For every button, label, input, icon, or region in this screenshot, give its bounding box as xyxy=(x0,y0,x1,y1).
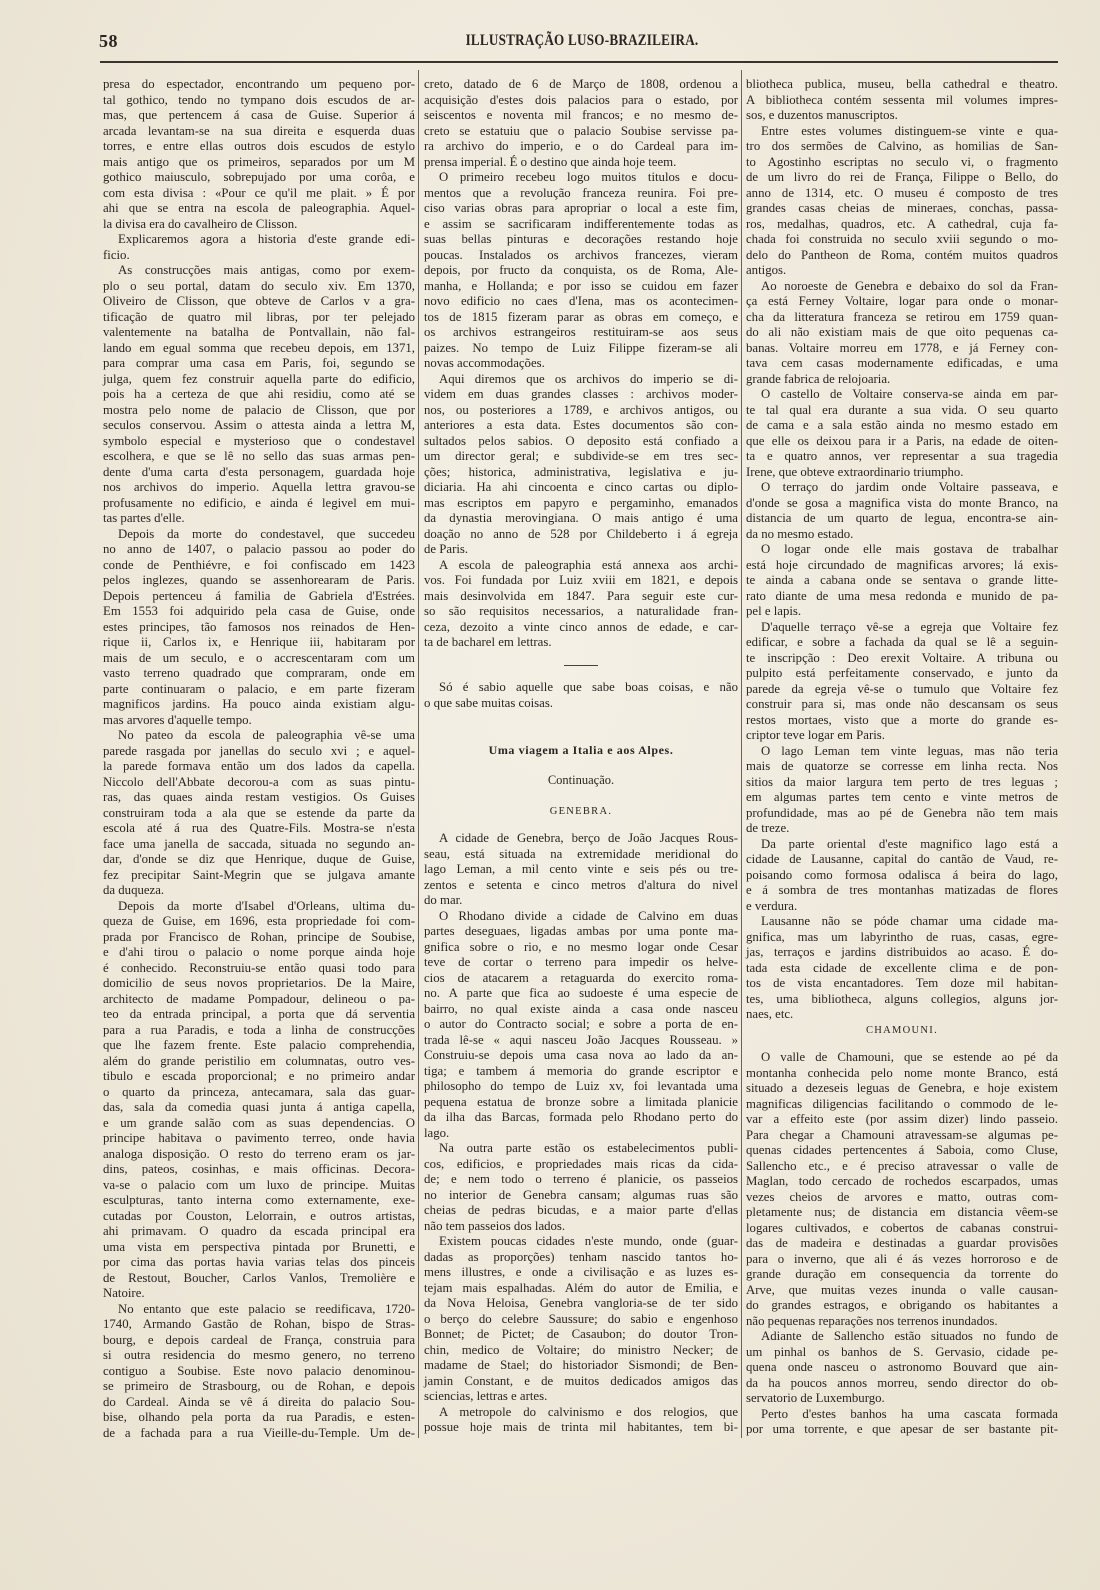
text-line: te inscripção : Deo erexit Voltaire. A tribuna ou xyxy=(746,650,1058,665)
text-line: um director geral; e subdivide-se em tres sec- xyxy=(424,449,738,463)
text-line: um pinhal os banhos de S. Gervasio, cidade pe- xyxy=(746,1344,1058,1359)
text-line: ahi que se entra na escola de paleographia. Aquel- xyxy=(103,201,415,215)
text-line: bairro, no qual existe ainda a casa onde nasceu xyxy=(424,1001,738,1016)
text-line: nos archivos do imperio. Aquella lettra gravou-se xyxy=(103,480,415,494)
text-line: Para chegar a Chamouni atravessam-se algumas pe- xyxy=(746,1127,1058,1142)
text-line: no anno de 1407, o palacio passou ao poder do xyxy=(103,542,415,556)
text-line: chada foi construida no seculo xviii segundo o mo- xyxy=(746,232,1058,246)
text-line: que elle os deixou para ir a Paris, na edade de oiten- xyxy=(746,433,1058,448)
text-line: o que sabe muitas coisas. xyxy=(424,695,554,710)
text-line: presa do espectador, encontrando um pequeno por- xyxy=(103,77,415,91)
text-line: banas. Voltaire morreu em 1778, e já Ferney con- xyxy=(746,340,1058,355)
text-line: mostra pelo nome de palacio de Clisson, que por xyxy=(103,402,415,417)
text-line: fez precipitar Saint-Megrin que se julgava amante xyxy=(103,867,415,882)
text-line: de cama e a sala estão ainda no mesmo estado em xyxy=(746,418,1058,432)
text-line: cidade de Lausanne, capital do cantão de Vaud, re- xyxy=(746,852,1058,866)
text-line: quenas cidades pertencentes á Saboia, como Cluse, xyxy=(746,1143,1058,1157)
text-line: construir para si, mas onde não descansam os seus xyxy=(746,697,1058,711)
text-line: A cidade de Genebra, berço de João Jacques Rous- xyxy=(439,831,738,845)
text-line: arcada levantam-se na sua direita e esquerda duas xyxy=(103,123,415,138)
text-line: As construcções mais antigas, como por exem- xyxy=(118,263,415,277)
text-line: principe habitava o pavimento terreo, onde havia xyxy=(103,1131,415,1145)
text-line: Lausanne não se póde chamar uma cidade ma- xyxy=(761,914,1058,928)
text-line: Ao noroeste de Genebra e debaixo do sol da Fran- xyxy=(761,278,1058,293)
text-line: acquisição d'estes dois palacios para o estado, por xyxy=(424,92,738,107)
text-line: creto se estatuiu que o palacio Soubise servisse pa- xyxy=(424,123,738,138)
text-line: mas, que pertencem á casa de Guise. Superior á xyxy=(103,108,415,122)
text-line: grande fabrica de relojoaria. xyxy=(746,371,891,386)
text-line: seculos conservou. Assim o attesta ainda a lettra M, xyxy=(103,418,415,432)
text-line: si outra residencia do mesmo genero, no terreno xyxy=(103,1348,415,1362)
text-line: em algumas partes tem cento e vinte metros de xyxy=(746,790,1058,804)
text-line: teo da entrada principal, a porta que dá serventia xyxy=(103,1007,415,1021)
text-line: prensa imperial. É o destino que ainda hoje teem. xyxy=(424,154,677,169)
text-line: ça está Ferney Voltaire, logar para onde o monar- xyxy=(746,294,1058,308)
text-line: no. A parte que fica ao sudoeste é uma especie de xyxy=(424,986,738,1000)
text-line: tificação de quatro mil libras, por ter pelejado xyxy=(103,309,415,324)
text-line: la parede formava então um dos lados da capella. xyxy=(103,759,415,773)
article-title: Uma viagem a Italia e aos Alpes. xyxy=(488,742,674,757)
text-line: valentemente na batalha de Pontvallain, não fal- xyxy=(103,325,415,339)
text-line: A bibliotheca contém sessenta mil volumes impres- xyxy=(746,92,1058,107)
text-line: creto, datado de 6 de Março de 1808, ordenou a xyxy=(424,77,738,91)
text-line: mas escriptos em papyro e pergaminho, emanados xyxy=(424,495,738,510)
text-line: Arve, que muitas vezes inunda o valle causan- xyxy=(746,1282,1058,1297)
text-line: quena onde nasceu o astronomo Bouvard que ain- xyxy=(746,1360,1058,1374)
text-line: jas, terraços e jardins distribuidos ao acaso. É do- xyxy=(746,945,1058,959)
text-line: vezes cheios de arvores e matto, outras com- xyxy=(746,1189,1058,1204)
text-line: anteriores a esta data. Estes documentos são con- xyxy=(424,418,738,432)
text-line: Na outra parte estão os estabelecimentos publi- xyxy=(439,1141,738,1155)
text-line: madame de Stael; do historiador Sismondi; de Ben- xyxy=(424,1358,738,1372)
text-line: prada por Francisco de Rohan, principe de Soubise, xyxy=(103,929,415,944)
text-line: profundidade, mas ao pé de Genebra não tem mais xyxy=(746,805,1058,820)
text-line: e d'ahi tirou o palacio o nome porque ainda hoje xyxy=(103,945,415,959)
text-line: Perto d'estes banhos ha uma cascata formada xyxy=(761,1406,1058,1421)
paragraph xyxy=(424,372,738,558)
text-line: do Cardeal. Ainda se vê á direita do palacio Sou- xyxy=(103,1394,415,1409)
text-line: Natoire. xyxy=(103,1286,145,1300)
paragraph xyxy=(746,279,1058,388)
text-line: distancia de um quarto de legua, encontra-se ain- xyxy=(746,511,1058,525)
text-line: novo edificio no caes d'Iena, mas os acontecimen- xyxy=(424,294,738,308)
text-line: está hoje circundado de magnificas arvores; lá exis- xyxy=(746,557,1058,572)
text-line: parte continuaram o palacio, e em parte fizeram xyxy=(103,681,415,696)
text-line: Oliveiro de Clisson, que obteve de Carlos v a gra- xyxy=(103,294,415,308)
text-line: e verdura. xyxy=(746,898,798,913)
text-line: por uma torrente, e que apesar de ser bastante pit- xyxy=(746,1422,1058,1436)
text-line: manha, e Hollanda; e por isso se cuidou em fazer xyxy=(424,278,738,293)
text-line: parede rasgada por janellas do seculo xvi ; e aquel- xyxy=(103,743,415,758)
text-line: ceza, dezoito a vinte cinco annos de edade, e car- xyxy=(424,619,738,634)
paragraph xyxy=(746,744,1058,837)
paragraph xyxy=(424,77,738,170)
text-line: de Paris. xyxy=(424,542,469,556)
text-line: paizes. No tempo de Luiz Filippe fizeram-se ali xyxy=(424,340,738,355)
text-line: Construiu-se depois uma casa nova ao lado da an- xyxy=(424,1048,738,1062)
text-line: e um grande salão com as suas dependencias. O xyxy=(103,1115,415,1130)
text-line: edificar, e sobre a fachada da qual se lê a seguin- xyxy=(746,635,1058,649)
text-line: tas partes d'elle. xyxy=(103,511,185,525)
header-rule xyxy=(100,61,1058,63)
paragraph xyxy=(424,558,738,651)
paragraph xyxy=(424,1234,738,1405)
section-heading: GENEBRA. xyxy=(549,805,613,817)
masthead xyxy=(382,32,782,50)
text-line: servatorio de Luxemburgo. xyxy=(746,1391,885,1405)
text-line: contiguo a Soubise. Este novo palacio denominou- xyxy=(103,1363,415,1378)
text-line: O castello de Voltaire conserva-se ainda em par- xyxy=(761,387,1058,401)
text-line: ros, medalhas, quadros, etc. A cathedral, cuja fa- xyxy=(746,216,1058,231)
text-line: torres, e entre ellas outros dois escudos de estylo xyxy=(103,139,415,153)
text-line: não tem passeios dos lados. xyxy=(424,1218,566,1233)
text-line: bliotheca publica, museu, bella cathedral e theatro. xyxy=(746,77,1058,91)
text-line: O primeiro recebeu logo muitos titulos e docu- xyxy=(439,170,738,184)
text-line: Bonnet; de Pictet; de Casaubon; do doutor Tron- xyxy=(424,1327,738,1341)
paragraph xyxy=(746,387,1058,480)
text-line: te ainda a cabana onde se sentava o grande litte- xyxy=(746,573,1058,587)
text-line: da Nova Heloisa, Genebra vangloria-se de ter sido xyxy=(424,1296,738,1310)
text-line: jamin Constant, e de muitos dedicados amigos das xyxy=(424,1373,738,1388)
text-line: cios de atacarem a retaguarda do exercito roma- xyxy=(424,970,738,985)
text-line: dar, d'onde se diz que Henrique, duque de Guise, xyxy=(103,852,415,866)
text-line: Irene, que obteve extraordinario triumpho. xyxy=(746,464,964,479)
text-line: escola até á rua des Quatre-Fils. Mostra-se n'esta xyxy=(103,821,415,835)
text-line: ras, das quaes ainda restam vestigios. Os Guises xyxy=(103,790,415,804)
text-line: cheias de pedras bicudas, e a maior parte d'ellas xyxy=(424,1203,738,1217)
paragraph xyxy=(746,480,1058,542)
text-line: sultados pelos sabios. O deposito está confiado a xyxy=(424,433,738,448)
text-line: so são requisitos necessarios, a naturalidade fran- xyxy=(424,604,738,618)
text-line: lago Leman, a mil cento vinte e seis pés ou tre- xyxy=(424,862,738,876)
text-line: criptor teve logar em Paris. xyxy=(746,728,885,742)
text-line: Depois pertenceu á familia de Gabriela d'Estrées. xyxy=(103,588,415,603)
text-line: de treze. xyxy=(746,821,790,835)
text-line: antigos. xyxy=(746,263,787,277)
text-line: da ha poucos annos morreu, sendo director do ob- xyxy=(746,1375,1058,1390)
text-line: gothico maiusculo, sobrepujado por uma corôa, e xyxy=(103,170,415,184)
text-line: mens illustres, e onde a civilisação e as luzes es- xyxy=(424,1265,738,1279)
text-line: ções; historica, administrativa, legislativa e ju- xyxy=(424,464,738,479)
text-line: tava cem casas modernamente edificadas, e uma xyxy=(746,356,1058,370)
section-subtitle: Continuação. xyxy=(547,772,615,787)
text-line: tejam mais espalhadas. Além do autor de Emilia, e xyxy=(424,1280,738,1295)
text-line: de um livro do rei de França, Filippe o Bello, do xyxy=(746,170,1058,184)
text-line: O terraço do jardim onde Voltaire passeava, e xyxy=(761,480,1058,494)
text-line: Niccolo dell'Abbate decorou-a com as suas pintu- xyxy=(103,774,415,789)
text-line: dadas as proporções) tenham nascido tantos ho- xyxy=(424,1249,738,1264)
paragraph xyxy=(424,831,738,909)
section-heading: CHAMOUNI. xyxy=(865,1024,939,1036)
text-line: pletamente nus; de distancia em distancia vêem-se xyxy=(746,1205,1058,1219)
text-line: de a fachada para a rua Vieille-du-Temple. Um de- xyxy=(103,1425,415,1440)
paragraph xyxy=(103,77,415,232)
text-line: O valle de Chamouni, que se estende ao pé da xyxy=(761,1050,1058,1064)
text-line: gnifica, mas um labyrintho de ruas, casas, egre- xyxy=(746,929,1058,944)
text-line: de Restout, Boucher, Carlos Vanlos, Tremolière e xyxy=(103,1270,415,1285)
text-line: 1740, Armando Gastão de Rohan, bispo de Stras- xyxy=(103,1317,415,1331)
text-line: tes, uma bibliotheca, alguns collegios, alguns jor- xyxy=(746,991,1058,1006)
paragraph xyxy=(103,263,415,527)
text-line: trada lê-se « aqui nasceu João Jacques Rousseau. » xyxy=(424,1032,738,1047)
paragraph xyxy=(103,232,415,263)
text-line: analoga disposição. O resto do terreno eram os jar- xyxy=(103,1146,415,1161)
text-line: queza de Guise, em 1696, esta propriedade foi com- xyxy=(103,914,415,928)
text-line: com esta divisa : «Pour ce qu'il me plait. » É por xyxy=(103,185,415,200)
text-line: bise, olhando pela porta da rua Paradis, e esten- xyxy=(103,1410,415,1424)
text-line: Explicaremos agora a historia d'este grande edi- xyxy=(118,232,415,246)
text-line: dins, pateos, cosinhas, e mais officinas. Decora- xyxy=(103,1162,415,1176)
text-line: restos mortaes, visto que a morte do grande es- xyxy=(746,712,1058,727)
paragraph xyxy=(746,77,1058,124)
text-line: no interior de Genebra cansam; algumas ruas são xyxy=(424,1187,738,1202)
text-line: conde de Penthiévre, e foi confiscado em 1423 xyxy=(103,557,415,572)
paragraph xyxy=(103,527,415,729)
text-line: Sallencho etc., e é preciso atravessar o valle de xyxy=(746,1158,1058,1173)
text-line: escolhera, e que se lê no sello das suas armas pen- xyxy=(103,449,415,463)
text-line: tada esta cidade de excellente clima e de pon- xyxy=(746,960,1058,975)
text-line: domicilio de seus novos proprietarios. De la Maire, xyxy=(103,976,415,990)
text-line: O lago Leman tem vinte leguas, mas não teria xyxy=(761,743,1058,758)
text-line: para a rua Paradis, e toda a linha de construcções xyxy=(103,1022,415,1037)
text-line: lando em egual somma que recebeu depois, em 1371, xyxy=(103,340,415,355)
text-line: grandes casas cheias de mineraes, conchas, passa- xyxy=(746,201,1058,215)
text-line: face uma janella de saccada, situada no segundo an- xyxy=(103,836,415,851)
text-line: que lhe fazem frente. Este palacio comprehendia, xyxy=(103,1038,415,1052)
text-line: rato diante de uma mesa redonda e munido de pa- xyxy=(746,588,1058,603)
text-line: construiram toda a ala que se estende da parte da xyxy=(103,805,415,820)
paragraph xyxy=(746,620,1058,744)
text-line: doação no anno de 528 por Childeberto i á egreja xyxy=(424,526,738,541)
text-line: sciencias, lettras e artes. xyxy=(424,1389,548,1403)
text-line: philosopho do tempo de Luiz xv, foi levantada uma xyxy=(424,1079,738,1093)
text-line: lago. xyxy=(424,1125,450,1140)
text-line: logares cultivados, e cobertos de cabanas construi- xyxy=(746,1220,1058,1235)
text-line: Em 1553 foi adquirido pela casa de Guise, onde xyxy=(103,604,415,618)
publication-title: ILLUSTRAÇÃO LUSO-BRAZILEIRA. xyxy=(465,32,699,49)
text-line: situado a dezeseis leguas de Genebra, e hoje existem xyxy=(746,1081,1058,1095)
paragraph xyxy=(746,914,1058,1023)
text-line: diciaria. Ha ahi cincoenta e cinco cartas ou diplo- xyxy=(424,480,738,494)
text-line: naes, etc. xyxy=(746,1007,794,1021)
text-line: tal gothico, tendo no tympano dois escudos de ar- xyxy=(103,92,415,107)
text-line: das de madeira e destinadas a guardar provisões xyxy=(746,1236,1058,1250)
text-line: tibulo e escada proporcional; e no primeiro andar xyxy=(103,1069,415,1083)
text-line: tiga; e tambem á memoria do grande escriptor e xyxy=(424,1063,738,1078)
text-line: ta de bacharel em lettras. xyxy=(424,635,552,649)
text-line: novas accommodações. xyxy=(424,356,545,370)
text-line: mais de quatorze se corresse em linha recta. Nos xyxy=(746,759,1058,773)
text-column-1 xyxy=(103,77,415,1441)
paragraph xyxy=(103,899,415,1302)
text-line: do ali não existiam mais de que oito pequenas ca- xyxy=(746,325,1058,339)
text-line: rique ii, Carlos ix, e Henrique iii, habitaram por xyxy=(103,635,415,649)
paragraph xyxy=(746,1050,1058,1329)
text-line: e assim se sacrificaram indifferentemente todas as xyxy=(424,216,738,231)
text-line: e á sombra de tres montanhas matizadas de flores xyxy=(746,883,1058,897)
text-line: sos, e duzentos manuscriptos. xyxy=(746,108,898,122)
text-line: o quarto da princeza, antecamara, sala das guar- xyxy=(103,1084,415,1099)
text-line: se primeiro de Strasbourg, ou de Rohan, e depois xyxy=(103,1379,415,1393)
text-line: profusamente no edificio, e ainda é legivel em mui- xyxy=(103,495,415,510)
text-line: to Agostinho escriptas no seculo vi, o fragmento xyxy=(746,154,1058,169)
text-line: o berço do celebre Saussure; do sabio e engenhoso xyxy=(424,1311,738,1326)
text-line: pelos inglezes, quando se assenhorearam de Paris. xyxy=(103,573,415,587)
text-line: bourg, e depois cardeal de França, construia para xyxy=(103,1332,415,1347)
text-line: mentos que a revolução franceza reunira. Foi pre- xyxy=(424,185,738,200)
text-line: O logar onde elle mais gostava de trabalhar xyxy=(761,542,1058,556)
text-line: architecto de madame Pompadour, delineou o pa- xyxy=(103,991,415,1006)
text-line: pois ha a certeza de que ahi residiu, como até se xyxy=(103,387,415,401)
text-line: do mar. xyxy=(424,893,463,907)
text-line: Aqui diremos que os archivos do imperio se di- xyxy=(439,371,738,386)
text-line: seau, está situada na extremidade meridional do xyxy=(424,846,738,861)
text-line: poisando como formosa odalisca á beira do lago, xyxy=(746,867,1058,882)
text-line: Só é sabio aquelle que sabe boas coisas, e não xyxy=(439,680,738,694)
text-line: por cima das portas havia varias telas dos pinceis xyxy=(103,1255,415,1269)
text-line: além do grande peristilio em columnatas, outro ves- xyxy=(103,1053,415,1068)
text-line: zentos e setenta e cinco metros d'altura do nivel xyxy=(424,877,738,892)
text-line: A escola de paleographia está annexa aos archi- xyxy=(439,557,738,572)
text-line: d'onde se gosa a magnifica vista do monte Branco, na xyxy=(746,495,1058,510)
text-line: dente d'uma carta d'esta personagem, guardada hoje xyxy=(103,464,415,479)
paragraph xyxy=(746,1407,1058,1438)
text-line: vos. Foi fundada por Luiz xviii em 1821, e depois xyxy=(424,573,738,587)
text-line: gnifica sobre o rio, e no mesmo logar onde Cesar xyxy=(424,939,738,954)
text-line: Maglan, todo cercado de rochedos escarpados, umas xyxy=(746,1174,1058,1188)
text-line: possue hoje mais de trinta mil habitantes, tem bi- xyxy=(424,1420,738,1434)
text-line: da dynastia merovingiana. O mais antigo é uma xyxy=(424,511,738,525)
text-line: symbolo especial e mysterioso que o condestavel xyxy=(103,433,415,448)
text-line: la divisa era do cavalheiro de Clisson. xyxy=(103,216,298,231)
text-line: mais de um seculo, e o accrescentaram com um xyxy=(103,650,415,665)
text-line: Existem poucas cidades n'este mundo, onde (guar- xyxy=(439,1234,738,1248)
paragraph xyxy=(746,542,1058,620)
text-line: mais desinvolvida em 1847. Para seguir este cur- xyxy=(424,588,738,603)
text-line: va-se o palacio com um luxo de principe. Muitas xyxy=(103,1177,415,1192)
text-line: julga, quem fez construir aquella parte do edificio, xyxy=(103,371,415,386)
text-line: No entanto que este palacio se reedificava, 1720- xyxy=(118,1301,415,1316)
text-line: ta e quatro annos, ver representar a sua tragedia xyxy=(746,449,1058,463)
text-line: partes deseguaes, ligadas ambas por uma ponte ma- xyxy=(424,924,738,938)
text-line: da ilha das Barcas, formada pelo Rhodano perto do xyxy=(424,1110,738,1124)
text-line: nos, ou posteriores a 1789, e archivos antigos, ou xyxy=(424,402,738,417)
text-line: D'aquelle terraço vê-se a egreja que Voltaire fez xyxy=(761,619,1058,634)
paragraph xyxy=(424,1405,738,1436)
text-line: poucas. Instalados os archivos francezes, vieram xyxy=(424,247,738,262)
text-line: tos de 1815 fizeram parar as obras em começo, e xyxy=(424,309,738,324)
text-line: Depois da morte do condestavel, que succedeu xyxy=(118,526,415,541)
paragraph xyxy=(424,170,738,372)
text-line: depois, por fructo da conquista, os de Roma, Ale- xyxy=(424,263,738,277)
text-line: A metropole do calvinismo e dos relogios, que xyxy=(439,1404,738,1419)
text-line: montanha conhecida pelo nome monte Branco, está xyxy=(746,1065,1058,1080)
paragraph xyxy=(103,1302,415,1442)
text-line: te tal qual era durante a sua vida. O seu quarto xyxy=(746,402,1058,417)
paragraph xyxy=(746,1329,1058,1407)
text-line: é conhecido. Reconstruiu-se então quasi todo para xyxy=(103,960,415,975)
text-line: Depois da morte d'Isabel d'Orleans, ultima du- xyxy=(118,898,415,913)
text-line: cha da litteratura franceza se retirou em 1759 quan- xyxy=(746,309,1058,324)
separator-rule xyxy=(424,651,738,681)
text-line: teve de cortar o terreno para impedir os helve- xyxy=(424,955,738,969)
text-line: plo o seu portal, datam do seculo xiv. Em 1370, xyxy=(103,278,415,293)
text-line: de; e nem todo o terreno é planicie, os passeios xyxy=(424,1172,738,1186)
text-line: ciso varias obras para apropriar o local a este fim, xyxy=(424,201,738,215)
text-line: anno de 1314, etc. O museu é composto de tres xyxy=(746,185,1058,200)
text-line: ahi primavam. O quadro da escada principal era xyxy=(103,1224,415,1238)
paragraph xyxy=(424,1141,738,1234)
text-line: não pequenas reparações nos terrenos inundados. xyxy=(746,1313,998,1328)
text-line: da duqueza. xyxy=(103,883,165,897)
text-line: suas bellas pinturas e decorações restando hoje xyxy=(424,232,738,246)
paragraph xyxy=(103,728,415,899)
paragraph xyxy=(746,124,1058,279)
text-line: ficio. xyxy=(103,247,130,262)
text-line: parede da egreja vê-se o tumulo que Voltaire fez xyxy=(746,681,1058,696)
text-line: Adiante de Sallencho estão situados no fundo de xyxy=(761,1329,1058,1343)
text-column-2 xyxy=(424,77,738,1436)
text-line: tos de vista encantadores. Tem doze mil habitan- xyxy=(746,976,1058,990)
text-line: tro dos sermões de Calvino, as homilias de San- xyxy=(746,139,1058,153)
text-line: Da parte oriental d'este magnifico lago está a xyxy=(761,836,1058,851)
text-line: do grandes estragos, e obrigando os habitantes a xyxy=(746,1298,1058,1312)
text-line: chin, medico de Voltaire; do ministro Necker; de xyxy=(424,1342,738,1357)
text-line: vasto terreno quadrado que compraram, onde em xyxy=(103,666,415,680)
paragraph xyxy=(746,837,1058,915)
text-line: cos, edificios, e propriedades mais ricas da cida- xyxy=(424,1156,738,1171)
text-line: var a effeito este (por assim dizer) lindo passeio. xyxy=(746,1112,1058,1126)
text-line: seiscentos e noventa mil francos; e no mesmo de- xyxy=(424,108,738,122)
paragraph xyxy=(424,909,738,1142)
text-line: grande duração em consequencia da torrente do xyxy=(746,1267,1058,1281)
page-number: 58 xyxy=(99,31,118,51)
text-line: cutadas por Couston, Lelorrain, e outros artistas, xyxy=(103,1208,415,1223)
text-line: sitios da maior largura tem perto de tres leguas ; xyxy=(746,774,1058,789)
text-line: esculpturas, tanto interna como externamente, exe- xyxy=(103,1193,415,1207)
column-divider xyxy=(418,70,419,1438)
text-line: o autor do Contracto social; e sobre a porta de en- xyxy=(424,1017,738,1031)
text-line: os archivos estrangeiros restituiram-se aos seus xyxy=(424,325,738,339)
text-line: para comprar uma casa em Paris, foi, segundo se xyxy=(103,356,415,370)
text-line: uma vista em perspectiva pintada por Brunetti, e xyxy=(103,1239,415,1254)
text-line: mais antigo que os primeiros, separados por um M xyxy=(103,154,415,169)
paragraph xyxy=(424,680,738,711)
text-line: mas arvores d'aquelle tempo. xyxy=(103,712,252,727)
text-column-3 xyxy=(746,77,1058,1438)
text-line: magnificas diligencias facilitando o commodo de le- xyxy=(746,1096,1058,1111)
text-line: pulpito está perfeitamente conservado, e junto da xyxy=(746,666,1058,680)
text-line: magnificos jardins. Ha pouco ainda existiam algu- xyxy=(103,697,415,711)
text-line: estes principes, tão famosos nos reinados de Hen- xyxy=(103,619,415,634)
text-line: ra archivo do imperio, e o do Cardeal para im- xyxy=(424,139,738,153)
text-line: pequena estatua de bronze sobre a limitada planicie xyxy=(424,1094,738,1109)
text-line: O Rhodano divide a cidade de Calvino em duas xyxy=(439,908,738,923)
column-divider xyxy=(741,70,742,1438)
text-line: delo do Pantheon de Roma, contém muitos quadros xyxy=(746,247,1058,262)
text-line: videm em duas grandes classes : archivos moder- xyxy=(424,387,738,401)
text-line: No pateo da escola de paleographia vê-se uma xyxy=(118,728,415,742)
text-line: Entre estes volumes distinguem-se vinte e qua- xyxy=(761,123,1058,138)
text-line: das, sala da comedia quasi junta á antiga capella, xyxy=(103,1100,415,1114)
text-line: para o inverno, que ali é ás vezes horroroso e de xyxy=(746,1251,1058,1266)
text-line: da no mesmo estado. xyxy=(746,526,854,541)
text-line: pel e lapis. xyxy=(746,604,802,618)
